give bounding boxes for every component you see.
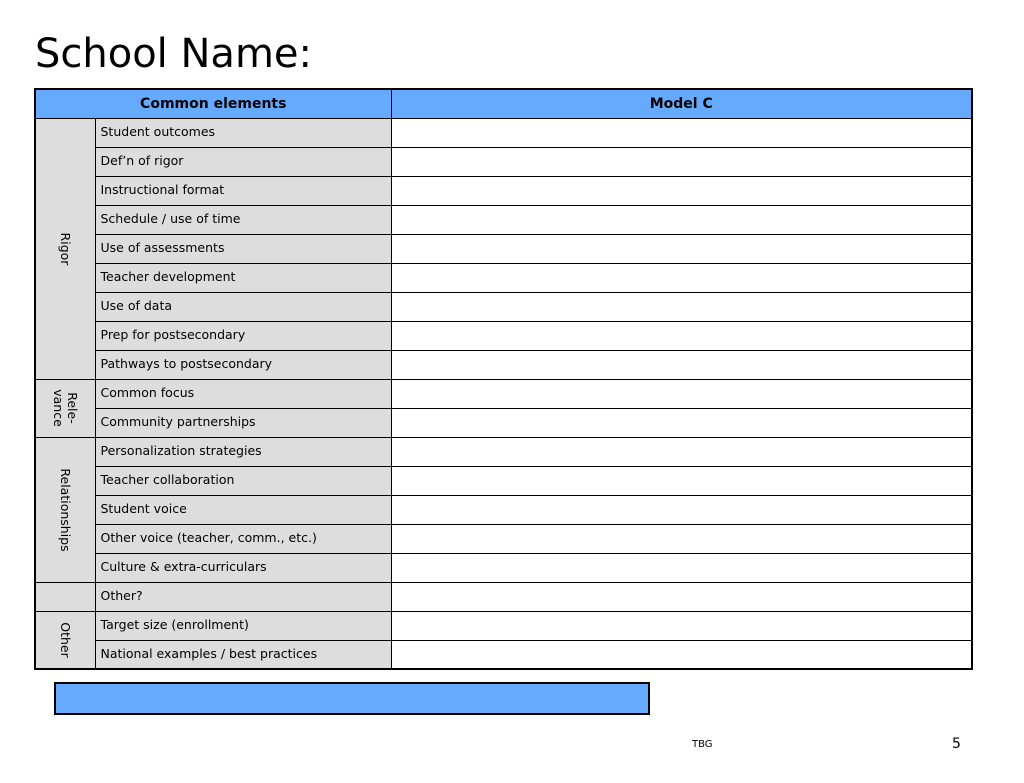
page-number: 5 <box>952 736 961 752</box>
model-c-cell[interactable] <box>391 234 972 263</box>
table-row <box>35 379 972 408</box>
model-c-cell[interactable] <box>391 321 972 350</box>
model-c-cell[interactable] <box>391 611 972 640</box>
table-row <box>35 118 972 147</box>
row-label: Other? <box>95 582 391 611</box>
row-label: Def’n of rigor <box>95 147 391 176</box>
model-c-cell[interactable] <box>391 350 972 379</box>
row-label: Common focus <box>95 379 391 408</box>
group-rigor-label: Rigor <box>58 232 74 265</box>
group-relevance-label <box>51 389 79 427</box>
row-label: Community partnerships <box>95 408 391 437</box>
group-relationships-label: Relationships <box>58 467 74 552</box>
model-c-cell[interactable] <box>391 118 972 147</box>
model-c-cell[interactable] <box>391 176 972 205</box>
group-blank <box>35 582 95 611</box>
group-relevance-line1: Rele- <box>65 392 81 424</box>
table-row <box>35 234 972 263</box>
table-row <box>35 321 972 350</box>
header-model-c: Model C <box>391 89 972 118</box>
model-c-cell[interactable] <box>391 147 972 176</box>
model-c-cell[interactable] <box>391 553 972 582</box>
model-c-cell[interactable] <box>391 524 972 553</box>
row-label: Student outcomes <box>95 118 391 147</box>
row-label: Target size (enrollment) <box>95 611 391 640</box>
model-c-cell[interactable] <box>391 495 972 524</box>
group-other-label: Other <box>58 622 74 658</box>
row-label: Culture & extra-curriculars <box>95 553 391 582</box>
row-label: Use of data <box>95 292 391 321</box>
row-label: Personalization strategies <box>95 437 391 466</box>
table-header-row <box>35 89 972 118</box>
model-c-cell[interactable] <box>391 582 972 611</box>
group-rigor <box>35 118 95 379</box>
table-row <box>35 611 972 640</box>
table-row <box>35 640 972 669</box>
footer-label: TBG <box>692 739 713 750</box>
model-c-cell[interactable] <box>391 466 972 495</box>
table-row <box>35 176 972 205</box>
model-c-cell[interactable] <box>391 263 972 292</box>
header-common-elements: Common elements <box>35 89 391 118</box>
model-c-cell[interactable] <box>391 640 972 669</box>
group-relevance-line2: vance <box>51 389 67 427</box>
blue-note-bar <box>54 682 650 715</box>
group-relationships <box>35 437 95 582</box>
row-label: Prep for postsecondary <box>95 321 391 350</box>
row-label: Student voice <box>95 495 391 524</box>
row-label: Other voice (teacher, comm., etc.) <box>95 524 391 553</box>
group-other <box>35 611 95 669</box>
table-row <box>35 292 972 321</box>
table-row <box>35 524 972 553</box>
slide-title: School Name: <box>35 31 312 77</box>
row-label: Instructional format <box>95 176 391 205</box>
row-label: Schedule / use of time <box>95 205 391 234</box>
model-c-cell[interactable] <box>391 437 972 466</box>
row-label: Teacher development <box>95 263 391 292</box>
model-c-cell[interactable] <box>391 408 972 437</box>
comparison-table <box>34 88 973 670</box>
table-row <box>35 147 972 176</box>
table-row <box>35 350 972 379</box>
row-label: National examples / best practices <box>95 640 391 669</box>
model-c-cell[interactable] <box>391 205 972 234</box>
row-label: Pathways to postsecondary <box>95 350 391 379</box>
table-row <box>35 205 972 234</box>
table-row <box>35 437 972 466</box>
table-row <box>35 408 972 437</box>
row-label: Use of assessments <box>95 234 391 263</box>
table-row <box>35 263 972 292</box>
table-row <box>35 495 972 524</box>
model-c-cell[interactable] <box>391 292 972 321</box>
table-row <box>35 553 972 582</box>
group-relevance <box>35 379 95 437</box>
row-label: Teacher collaboration <box>95 466 391 495</box>
model-c-cell[interactable] <box>391 379 972 408</box>
table-row <box>35 582 972 611</box>
table-row <box>35 466 972 495</box>
